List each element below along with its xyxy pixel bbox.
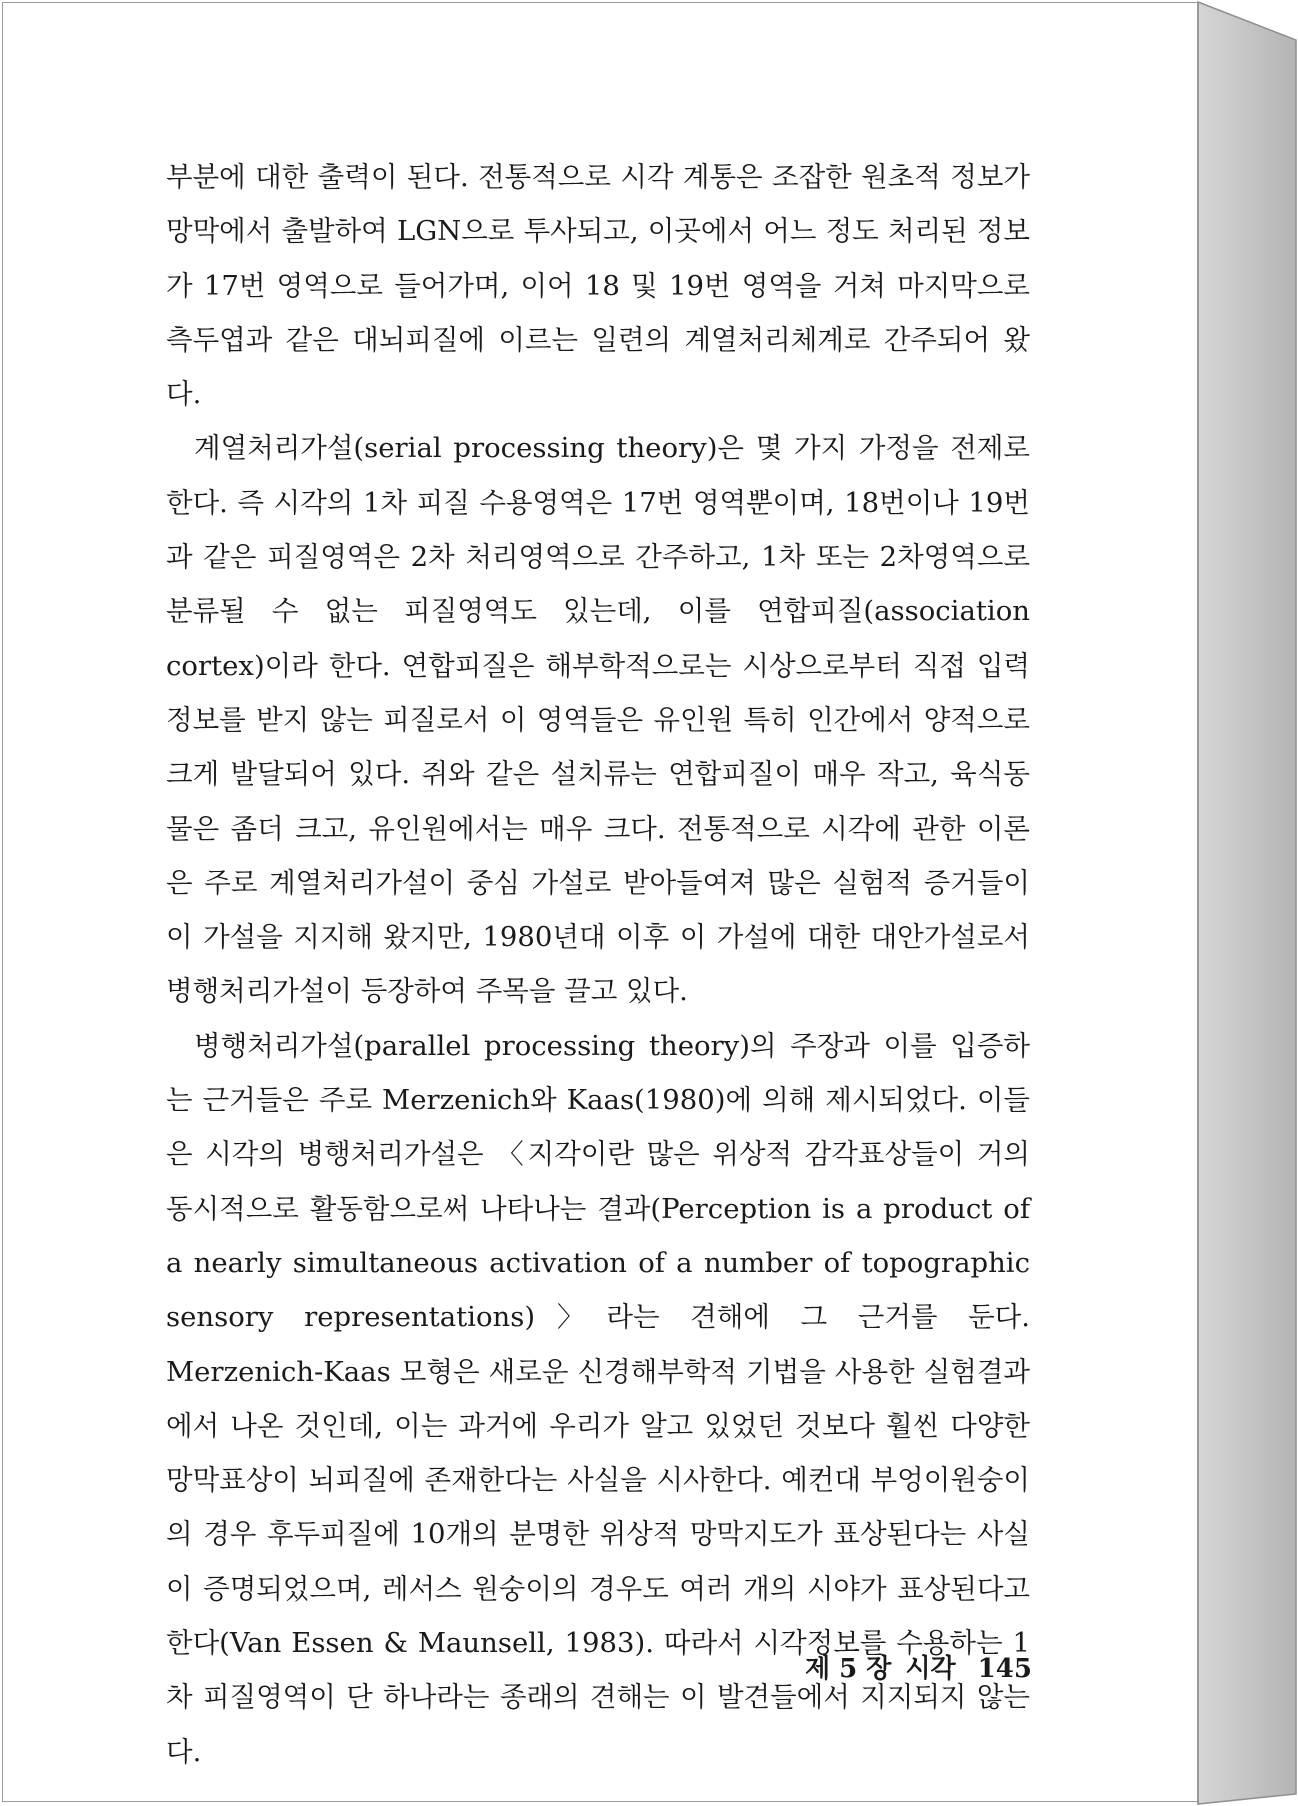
paragraph-1: 부분에 대한 출력이 된다. 전통적으로 시각 계통은 조잡한 원초적 정보가 망막에서 출발하여 LGN으로 투사되고, 이곳에서 어느 정도 처리된 정보가 17번 영역으로 들어가며, 이어 18 및 19번 영역을 거쳐 마지막으로 측두엽과 같은 대뇌피질에 이르는 일련의 계열처리체계로 간주되어 왔다. xyxy=(166,161,1030,411)
body-text xyxy=(166,150,1030,1779)
section-label: 시각 xyxy=(905,1654,956,1684)
chapter-label: 제 5 장 xyxy=(805,1654,892,1684)
paragraph-2: 계열처리가설(serial processing theory)은 몇 가지 가정을 전제로 한다. 즉 시각의 1차 피질 수용영역은 17번 영역뿐이며, 18번이나 19번과 같은 피질영역은 2차 처리영역으로 간주하고, 1차 또는 2차영역으로 분류될 수 없는 피질영역도 있는데, 이를 연합피질(association cortex)이라 한다. 연합피질은 해부학적으로는 시상으로부터 직접 입력정보를 받지 않는 피질로서 이 영역들은 유인원 특히 인간에서 양적으로 크게 발달되어 있다. 쥐와 같은 설치류는 연합피질이 매우 작고, 육식동물은 좀더 크고, 유인원에서는 매우 크다. 전통적으로 시각에 관한 이론은 주로 계열처리가설이 중심 가설로 받아들여져 많은 실험적 증거들이 이 가설을 지지해 왔지만, 1980년대 이후 이 가설에 대한 대안가설로서 병행처리가설이 등장하여 주목을 끌고 있다. xyxy=(166,432,1030,1008)
paragraph-3: 병행처리가설(parallel processing theory)의 주장과 이를 입증하는 근거들은 주로 Merzenich와 Kaas(1980)에 의해 제시되었다. 이들은 시각의 병행처리가설은 〈지각이란 많은 위상적 감각표상들이 거의 동시적으로 활동함으로써 나타나는 결과(Perception is a product of a nearly simultaneous activation of a number of topographic sensory representations)〉라는 견해에 그 근거를 둔다. Merzenich-Kaas 모형은 새로운 신경해부학적 기법을 사용한 실험결과에서 나온 것인데, 이는 과거에 우리가 알고 있었던 것보다 훨씬 다양한 망막표상이 뇌피질에 존재한다는 사실을 시사한다. 예컨대 부엉이원숭이의 경우 후두피질에 10개의 분명한 위상적 망막지도가 표상된다는 사실이 증명되었으며, 레서스 원숭이의 경우도 여러 개의 시야가 표상된다고 한다(Van Essen & Maunsell, 1983). 따라서 시각정보를 수용하는 1차 피질영역이 단 하나라는 종래의 견해는 이 발견들에서 지지되지 않는다. xyxy=(166,1029,1030,1768)
running-footer xyxy=(805,1648,1032,1685)
page-number: 145 xyxy=(977,1654,1032,1684)
